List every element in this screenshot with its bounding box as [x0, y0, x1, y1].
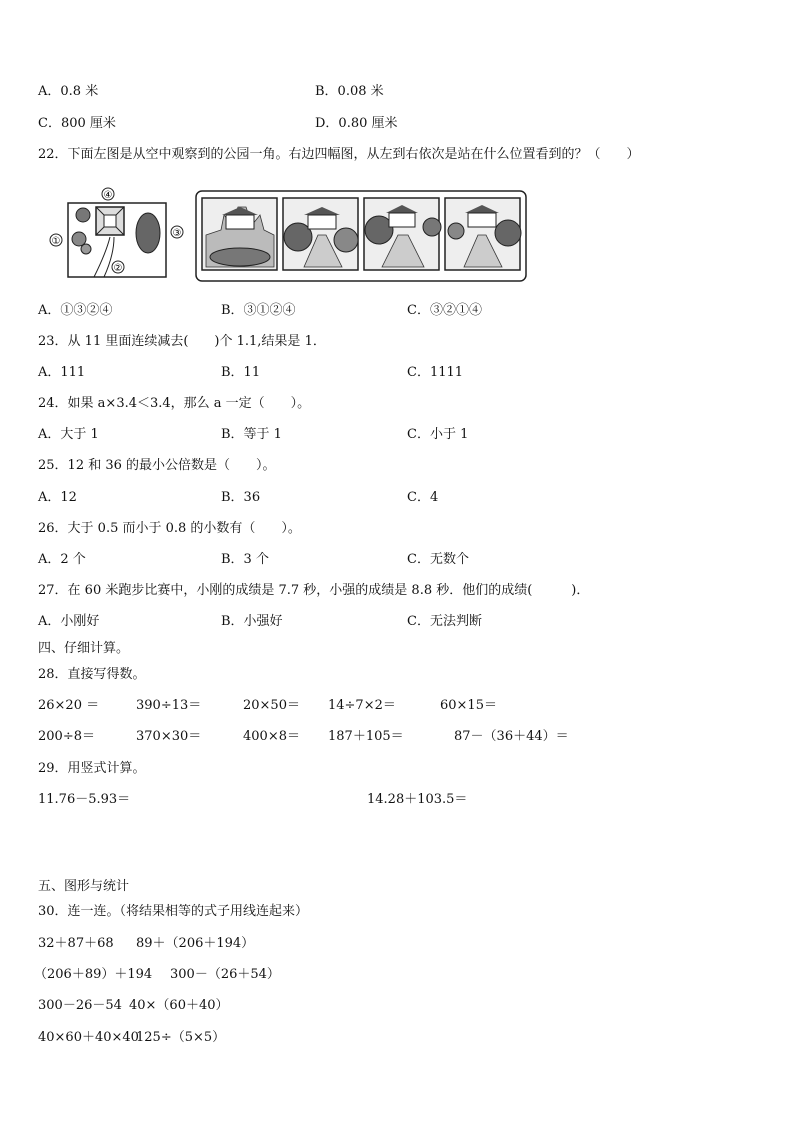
map-label-4: ④ — [103, 190, 113, 201]
view-4 — [445, 198, 521, 270]
q27-option-a: A．小刚好 — [38, 614, 100, 629]
q28-r2-c3: 400×8＝ — [243, 729, 300, 744]
q30-r2-right: 300－（26＋54） — [170, 967, 280, 982]
map-label-2: ② — [113, 263, 123, 274]
q24-stem: 24．如果 a×3.4＜3.4，那么 a 一定（ ）。 — [38, 396, 311, 411]
map-label-3: ③ — [172, 228, 182, 239]
q28-stem: 28．直接写得数。 — [38, 667, 146, 682]
q25-option-b: B．36 — [221, 490, 261, 505]
q27-option-b: B．小强好 — [221, 614, 283, 629]
q23-stem: 23．从 11 里面连续减去( )个 1.1,结果是 1． — [38, 334, 326, 349]
q22-option-a: A．①③②④ — [38, 303, 113, 318]
q24-option-c: C．小于 1 — [407, 427, 469, 442]
map-label-1: ① — [51, 236, 61, 247]
view-2 — [283, 198, 358, 270]
q28-r1-c4: 14÷7×2＝ — [328, 698, 396, 713]
q26-stem: 26．大于 0.5 而小于 0.8 的小数有（ ）。 — [38, 521, 301, 536]
q28-r1-c1: 26×20 ＝ — [38, 698, 100, 713]
q28-r2-c5: 87－（36＋44）＝ — [454, 729, 569, 744]
q22-option-b: B．③①②④ — [221, 303, 296, 318]
q29-stem: 29．用竖式计算。 — [38, 761, 146, 776]
q21-option-b: B．0.08 米 — [315, 84, 384, 99]
q28-r1-c3: 20×50＝ — [243, 698, 300, 713]
park-figure — [46, 185, 530, 285]
q21-option-d: D．0.80 厘米 — [315, 116, 398, 131]
q22-stem: 22．下面左图是从空中观察到的公园一角。右边四幅图，从左到右依次是站在什么位置看到的？（ ） — [38, 147, 640, 162]
section-4-heading: 四、仔细计算。 — [38, 641, 130, 656]
q30-r4-right: 125÷（5×5） — [136, 1030, 226, 1045]
aerial-map — [50, 188, 183, 277]
section-5-heading: 五、图形与统计 — [38, 879, 130, 894]
q26-option-b: B．3 个 — [221, 552, 269, 567]
q30-r3-right: 40×（60＋40） — [129, 998, 229, 1013]
q30-stem: 30．连一连。（将结果相等的式子用线连起来） — [38, 904, 309, 919]
q25-option-a: A．12 — [38, 490, 77, 505]
q21-option-a: A．0.8 米 — [38, 84, 99, 99]
q28-r1-c2: 390÷13＝ — [136, 698, 202, 713]
q26-option-a: A．2 个 — [38, 552, 86, 567]
q30-r1-right: 89＋（206＋194） — [136, 936, 255, 951]
view-1 — [202, 198, 277, 270]
q21-option-c: C．800 厘米 — [38, 116, 116, 131]
q27-option-c: C．无法判断 — [407, 614, 482, 629]
q22-option-c: C．③②①④ — [407, 303, 482, 318]
q30-r2-left: （206＋89）＋194 — [34, 967, 153, 982]
park-illustration — [46, 185, 530, 285]
q29-item-1: 11.76－5.93＝ — [38, 792, 131, 807]
view-3 — [364, 198, 441, 270]
q23-option-a: A．111 — [38, 365, 86, 380]
q28-r2-c1: 200÷8＝ — [38, 729, 95, 744]
q24-option-b: B．等于 1 — [221, 427, 282, 442]
q26-option-c: C．无数个 — [407, 552, 469, 567]
q25-stem: 25．12 和 36 的最小公倍数是（ ）。 — [38, 458, 276, 473]
q30-r1-left: 32＋87＋68 — [38, 936, 114, 951]
q28-r1-c5: 60×15＝ — [440, 698, 497, 713]
q28-r2-c4: 187＋105＝ — [328, 729, 404, 744]
q27-stem: 27．在 60 米跑步比赛中，小刚的成绩是 7.7 秒，小强的成绩是 8.8 秒．他们的成绩( )． — [38, 583, 590, 598]
q30-r3-left: 300－26－54 — [38, 998, 122, 1013]
q30-r4-left: 40×60＋40×40 — [38, 1030, 139, 1045]
q24-option-a: A．大于 1 — [38, 427, 99, 442]
q28-r2-c2: 370×30＝ — [136, 729, 202, 744]
q23-option-c: C．1111 — [407, 365, 464, 380]
q25-option-c: C．4 — [407, 490, 439, 505]
q23-option-b: B．11 — [221, 365, 261, 380]
q29-item-2: 14.28＋103.5＝ — [367, 792, 468, 807]
